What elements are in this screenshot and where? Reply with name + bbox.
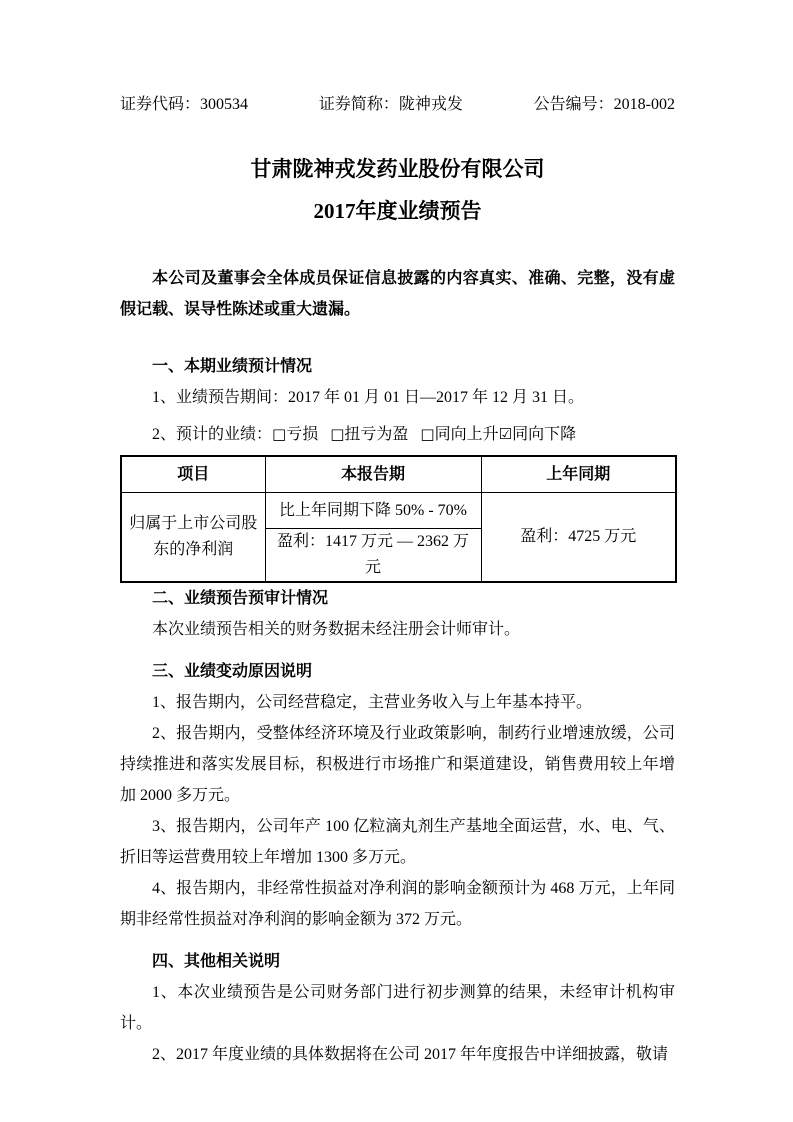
option-up-label: 同向上升 [434,426,499,443]
report-subtitle: 2017年度业绩预告 [313,199,482,223]
document-header [120,89,675,120]
forecast-type-label: 2、预计的业绩： [152,426,273,443]
reason-item-1: 1、报告期内，公司经营稳定，主营业务收入与上年基本持平。 [152,694,593,711]
disclaimer-paragraph: 本公司及董事会全体成员保证信息披露的内容真实、准确、完整，没有虚假记载、误导性陈述或重大遗漏。 [120,270,675,318]
option-turnaround-label: 扭亏为盈 [344,426,409,443]
option-loss-label: 亏损 [286,426,319,443]
forecast-period-line: 1、业绩预告期间：2017 年 01 月 01 日—2017 年 12 月 31 日。 [152,389,585,406]
performance-forecast-table [120,455,677,583]
company-title: 甘肃陇神戎发药业股份有限公司 [250,157,545,181]
reason-item-4: 4、报告期内，非经常性损益对净利润的影响金额预计为 468 万元，上年同期非经常性损益对净利润的影响金额为 372 万元。 [120,880,675,928]
table-header-row [121,456,676,493]
section2-heading: 二、业绩预告预审计情况 [152,590,329,607]
option-same-direction-down [499,426,576,443]
section1-heading: 一、本期业绩预计情况 [152,358,313,375]
stock-code: 证券代码：300534 [120,96,249,113]
option-loss [272,426,318,443]
net-profit-label-cell: 归属于上市公司股东的净利润 [121,493,265,583]
stock-name: 证券简称：陇神戎发 [318,96,463,113]
announcement-number: 公告编号：2018-002 [533,96,675,113]
checkbox-unchecked-icon: □ [272,425,287,443]
checkbox-unchecked-icon: □ [330,425,345,443]
forecast-type-line [120,419,675,450]
table-row [121,493,676,529]
option-down-label: 同向下降 [512,426,577,443]
option-same-direction-up [420,426,498,443]
section3-heading: 三、业绩变动原因说明 [152,663,313,680]
reason-item-3: 3、报告期内，公司年产 100 亿粒滴丸剂生产基地全面运营，水、电、气、折旧等运营费用较上年增加 1300 多万元。 [120,818,675,866]
column-header-prior-period: 上年同期 [481,456,676,493]
other-note-2: 2、2017 年度业绩的具体数据将在公司 2017 年年度报告中详细披露，敬请 [152,1046,669,1063]
column-header-item: 项目 [121,456,265,493]
checkbox-checked-icon: ☑ [498,425,513,443]
current-period-change-cell: 比上年同期下降 50% - 70% [265,493,481,529]
column-header-current-period: 本报告期 [265,456,481,493]
prior-period-profit-cell: 盈利：4725 万元 [481,493,676,583]
section4-heading: 四、其他相关说明 [152,953,281,970]
reason-item-2: 2、报告期内，受整体经济环境及行业政策影响，制药行业增速放缓，公司持续推进和落实发展目标，积极进行市场推广和渠道建设，销售费用较上年增加 2000 多万元。 [120,725,675,804]
other-note-1: 1、本次业绩预告是公司财务部门进行初步测算的结果，未经审计机构审计。 [120,984,675,1032]
checkbox-unchecked-icon: □ [420,425,435,443]
option-turnaround [330,426,408,443]
audit-status-paragraph: 本次业绩预告相关的财务数据未经注册会计师审计。 [152,621,521,638]
current-period-profit-cell: 盈利：1417 万元 — 2362 万元 [265,529,481,583]
